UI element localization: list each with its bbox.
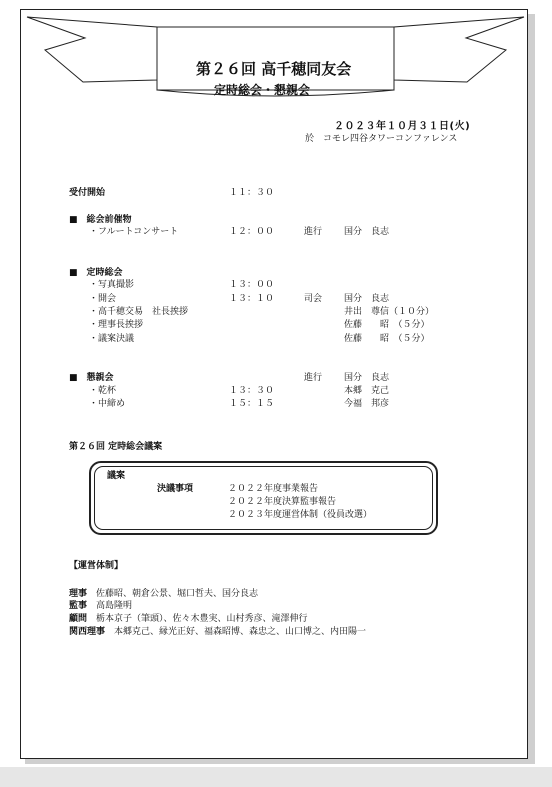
gm-item-label: ・高千穂交易 社長挨拶 <box>89 307 189 317</box>
event-subtitle: 定時総会・懇親会 <box>214 83 311 97</box>
gm-item-role: 司会 <box>304 294 323 304</box>
agenda-item: ２０２２年度事業報告 <box>228 484 319 494</box>
management-row <box>69 611 308 624</box>
management-row <box>69 624 366 637</box>
pre-event-time: １２：００ <box>229 227 275 237</box>
reception-label: 受付開始 <box>69 188 106 198</box>
gm-item-label: ・開会 <box>89 294 117 304</box>
document-page <box>20 9 528 759</box>
social-role: 進行 <box>304 373 323 383</box>
event-venue: 於 コモレ四谷タワーコンファレンス <box>305 134 458 144</box>
gm-item-label: ・写真撮影 <box>89 280 135 290</box>
social-item-person: 今福 邦彦 <box>344 399 390 409</box>
gm-item-label: ・議案決議 <box>89 334 135 344</box>
gm-item-person: 国分 良志 <box>344 294 390 304</box>
social-item-person: 本郷 克己 <box>344 386 390 396</box>
management-names: 佐藤昭、朝倉公景、堀口哲夫、国分良志 <box>96 589 259 599</box>
management-names: 本郷克己、縁光正好、福森昭博、森忠之、山口博之、内田陽一 <box>114 627 367 637</box>
pre-event-item: ・フルートコンサート <box>89 227 179 237</box>
social-heading: ■ 懇親会 <box>69 373 114 383</box>
management-role: 理事 <box>69 589 88 599</box>
management-names: 高島隆明 <box>96 601 133 611</box>
management-role: 関西理事 <box>69 627 106 637</box>
agenda-box-label: 議案 <box>107 471 126 481</box>
gm-item-person: 佐藤 昭 （５分） <box>344 320 430 330</box>
gm-item-time: １３：００ <box>229 280 275 290</box>
viewer-bottom-bar <box>0 767 552 787</box>
event-title: 第２６回 高千穂同友会 <box>196 60 352 78</box>
event-date: ２０２３年１０月３１日(火) <box>334 121 471 132</box>
general-meeting-heading: ■ 定時総会 <box>69 268 123 278</box>
social-item-label: ・中締め <box>89 399 126 409</box>
gm-item-person: 井出 尊信（１０分） <box>344 307 435 317</box>
gm-item-time: １３：１０ <box>229 294 275 304</box>
management-row <box>69 598 132 611</box>
pre-event-heading: ■ 総会前催物 <box>69 215 132 225</box>
management-role: 顧問 <box>69 614 88 624</box>
agenda-item: ２０２３年度運営体制（役員改選） <box>228 510 373 520</box>
agenda-heading: 第２６回 定時総会議案 <box>69 442 163 452</box>
reception-time: １１：３０ <box>229 188 275 198</box>
pre-event-person: 国分 良志 <box>344 227 390 237</box>
social-person: 国分 良志 <box>344 373 390 383</box>
management-role: 監事 <box>69 601 88 611</box>
social-item-label: ・乾杯 <box>89 386 117 396</box>
management-heading: 【運営体制】 <box>69 561 124 571</box>
pre-event-role: 進行 <box>304 227 323 237</box>
gm-item-label: ・理事長挨拶 <box>89 320 144 330</box>
social-item-time: １５：１５ <box>229 399 275 409</box>
resolution-label: 決議事項 <box>157 484 194 494</box>
agenda-item: ２０２２年度決算監事報告 <box>228 497 337 507</box>
social-item-time: １３：３０ <box>229 386 275 396</box>
gm-item-person: 佐藤 昭 （５分） <box>344 334 430 344</box>
management-names: 栃本京子（筆頭）、佐々木豊実、山村秀彦、滝澤伸行 <box>96 614 308 624</box>
